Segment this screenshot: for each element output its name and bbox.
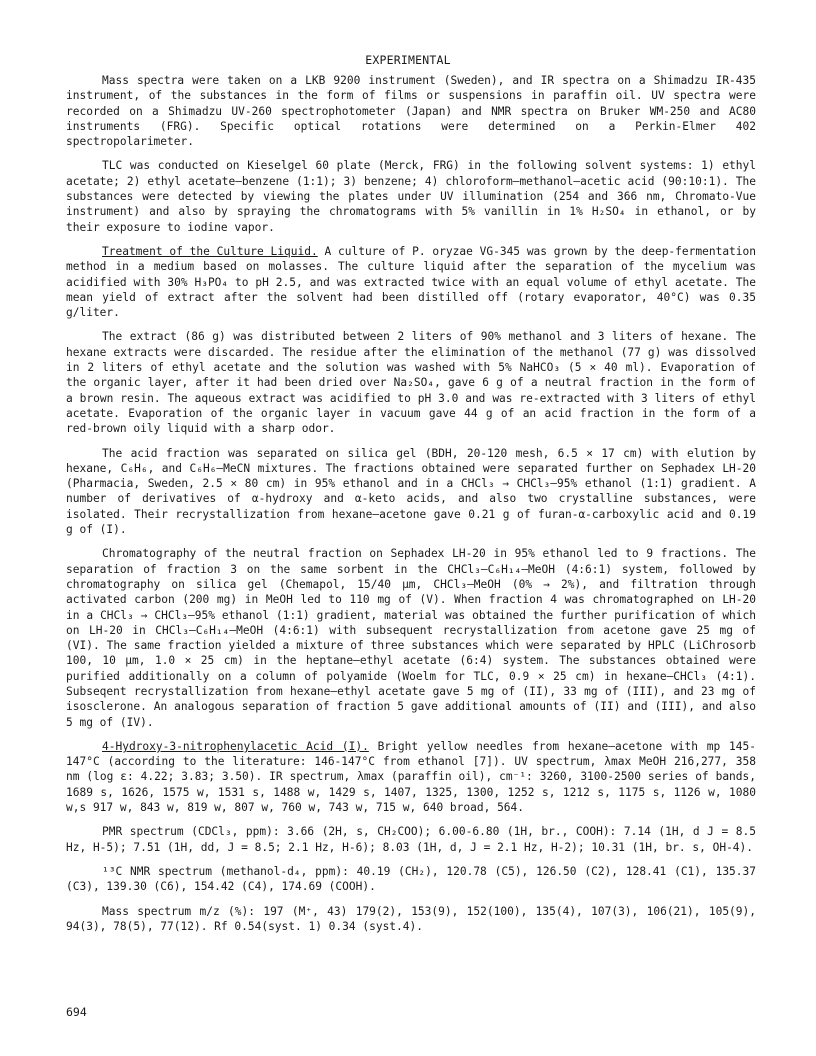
paragraph-text: The acid fraction was separated on silica gel (BDH, 20-120 mesh, 6.5 × 17 cm) with elution by hexane, C₆H₆, and C₆H₆—MeCN mixtures. The fractions obtained were separated further on Sephadex LH-20 (Pharmacia, Sweden, 2.5 × 80 cm) in 95% ethanol and in a CHCl₃ → CHCl₃—95% ethanol (1:1) gradient. A number of derivatives of α-hydroxy and α-keto acids, and also two crystalline substances, were isolated. Their recrystallization from hexane—acetone gave 0.21 g of furan-α-carboxylic acid and 0.19 g of (I).: [66, 446, 756, 537]
paragraph-text: ¹³C NMR spectrum (methanol-d₄, ppm): 40.19 (CH₂), 120.78 (C5), 126.50 (C2), 128.41 (C1), 135.37 (C3), 139.30 (C6), 154.42 (C4), 174.69 (COOH).: [66, 864, 756, 894]
paragraph-text: PMR spectrum (CDCl₃, ppm): 3.66 (2H, s, CH₂COO); 6.00-6.80 (1H, br., COOH): 7.14 (1H, d J = 8.5 Hz, H-5); 7.51 (1H, dd, J = 8.5; 2.1 Hz, H-6); 8.03 (1H, d, J = 2.1 Hz, H-2); 10.31 (1H, br. s, OH-4).: [66, 825, 756, 854]
section-heading: EXPERIMENTAL: [365, 53, 451, 67]
paragraph-text: Bright yellow needles from hexane—acetone with mp 145-147°C (according to the literature: 146-147°C from ethanol [7]). UV spectrum, λmax MeOH 216,277, 358 nm (log ε: 4.22; 3.83; 3.50). IR spectrum, λmax (paraffin oil), cm⁻¹: 3260, 3100-2500 series of bands, 1689 s, 1626, 1575 w, 1531 s, 1488 w, 1429 s, 1407, 1325, 1300, 1252 s, 1212 s, 1175 s, 1126 w, 1080 w,s 917 w, 843 w, 819 w, 807 w, 760 w, 743 w, 715 w, 640 broad, 564.: [66, 739, 756, 815]
paragraph-lead-heading: Treatment of the Culture Liquid.: [102, 244, 318, 258]
paragraph-text: A culture of P. oryzae VG-345 was grown by the deep-fermentation method in a medium based on molasses. The culture liquid after the separation of the mycelium was acidified with 30% H₃PO₄ to pH 2.5, and was extracted twice with an equal volume of ethyl acetate. The mean yield of extract after the solvent had been distilled off (rotary evaporator, 40°C) was 0.35 g/liter.: [66, 244, 756, 320]
paragraph-text: The extract (86 g) was distributed between 2 liters of 90% methanol and 3 liters of hexane. The hexane extracts were discarded. The residue after the elimination of the methanol (77 g) was dissolved in 2 liters of ethyl acetate and the solution was washed with 5% NaHCO₃ (5 × 40 ml). Evaporation of the organic layer, after it had been dried over Na₂SO₄, gave 6 g of a neutral fraction in the form of a brown resin. The aqueous extract was acidified to pH 3.0 and was re-extracted with 3 liters of ethyl acetate. Evaporation of the organic layer in vacuum gave 44 g of an acid fraction in the form of a red-brown oily liquid with a sharp odor.: [66, 330, 756, 436]
paragraph-instruments: [66, 73, 756, 149]
paragraph-neutral-fraction: [66, 546, 756, 730]
paragraph-compound-i: [66, 739, 756, 815]
paragraph-pmr: [66, 824, 756, 855]
paragraph-text: Mass spectrum m/z (%): 197 (M⁺, 43) 179(2), 153(9), 152(100), 135(4), 107(3), 106(21), 105(9), 94(3), 78(5), 77(12). Rf 0.54(syst. 1) 0.34 (syst.4).: [66, 904, 756, 933]
page-number: 694: [66, 1005, 87, 1019]
paragraph-text: Chromatography of the neutral fraction on Sephadex LH-20 in 95% ethanol led to 9 fractions. The separation of fraction 3 on the same sorbent in the CHCl₃—C₆H₁₄—MeOH (4:6:1) system, followed by chromatography on silica gel (Chemapol, 15/40 μm, CHCl₃—MeOH (0% → 2%), and filtration through activated carbon (200 mg) in MeOH led to 110 mg of (V). When fraction 4 was chromatographed on LH-20 in a CHCl₃ → CHCl₃—95% ethanol (1:1) gradient, material was obtained the further purification of which on LH-20 in CHCl₃—C₆H₁₄—MeOH (4:6:1) with subsequent recrystallization from acetone gave 25 mg of (VI). The same fraction yielded a mixture of three substances which were separated by HPLC (LiChrosorb 100, 10 μm, 1.0 × 25 cm) in the heptane—ethyl acetate (6:4) system. The substances obtained were purified additionally on a column of polyamide (Woelm for TLC, 0.9 × 25 cm) in hexane—CHCl₃ (4:1). Subseqent recrystallization from hexane—ethyl acetate gave 5 mg of (II), 33 mg of (III), and 23 mg of isosclerone. An analogous separation of fraction 5 gave additional amounts of (II) and (III), and also 5 mg of (IV).: [66, 547, 756, 729]
paragraph-text: TLC was conducted on Kieselgel 60 plate (Merck, FRG) in the following solvent systems: 1) ethyl acetate; 2) ethyl acetate—benzene (1:1); 3) benzene; 4) chloroform—methanol—acetic acid (90:10:1). The substances were detected by viewing the plates under UV illumination (254 and 366 nm, Chromato-Vue instrument) and also by spraying the chromatograms with 5% vanillin in 1% H₂SO₄ in ethanol, or by their exposure to iodine vapor.: [66, 159, 756, 234]
body-text: [66, 73, 756, 934]
paragraph-extract: [66, 329, 756, 436]
paragraph-tlc: [66, 158, 756, 234]
paragraph-culture-liquid: [66, 244, 756, 320]
paragraph-text: Mass spectra were taken on a LKB 9200 instrument (Sweden), and IR spectra on a Shimadzu IR-435 instrument, of the substances in the form of films or suspensions in paraffin oil. UV spectra were recorded on a Shimadzu UV-260 spectrophotometer (Japan) and NMR spectra on Bruker WM-250 and AC80 instruments (FRG). Specific optical rotations were determined on a Perkin-Elmer 402 spectropolarimeter.: [66, 74, 756, 149]
paragraph-lead-heading: 4-Hydroxy-3-nitrophenylacetic Acid (I).: [102, 739, 369, 753]
paragraph-mass-spectrum: [66, 904, 756, 935]
paragraph-13c-nmr: [66, 864, 756, 895]
paragraph-acid-fraction: [66, 446, 756, 538]
